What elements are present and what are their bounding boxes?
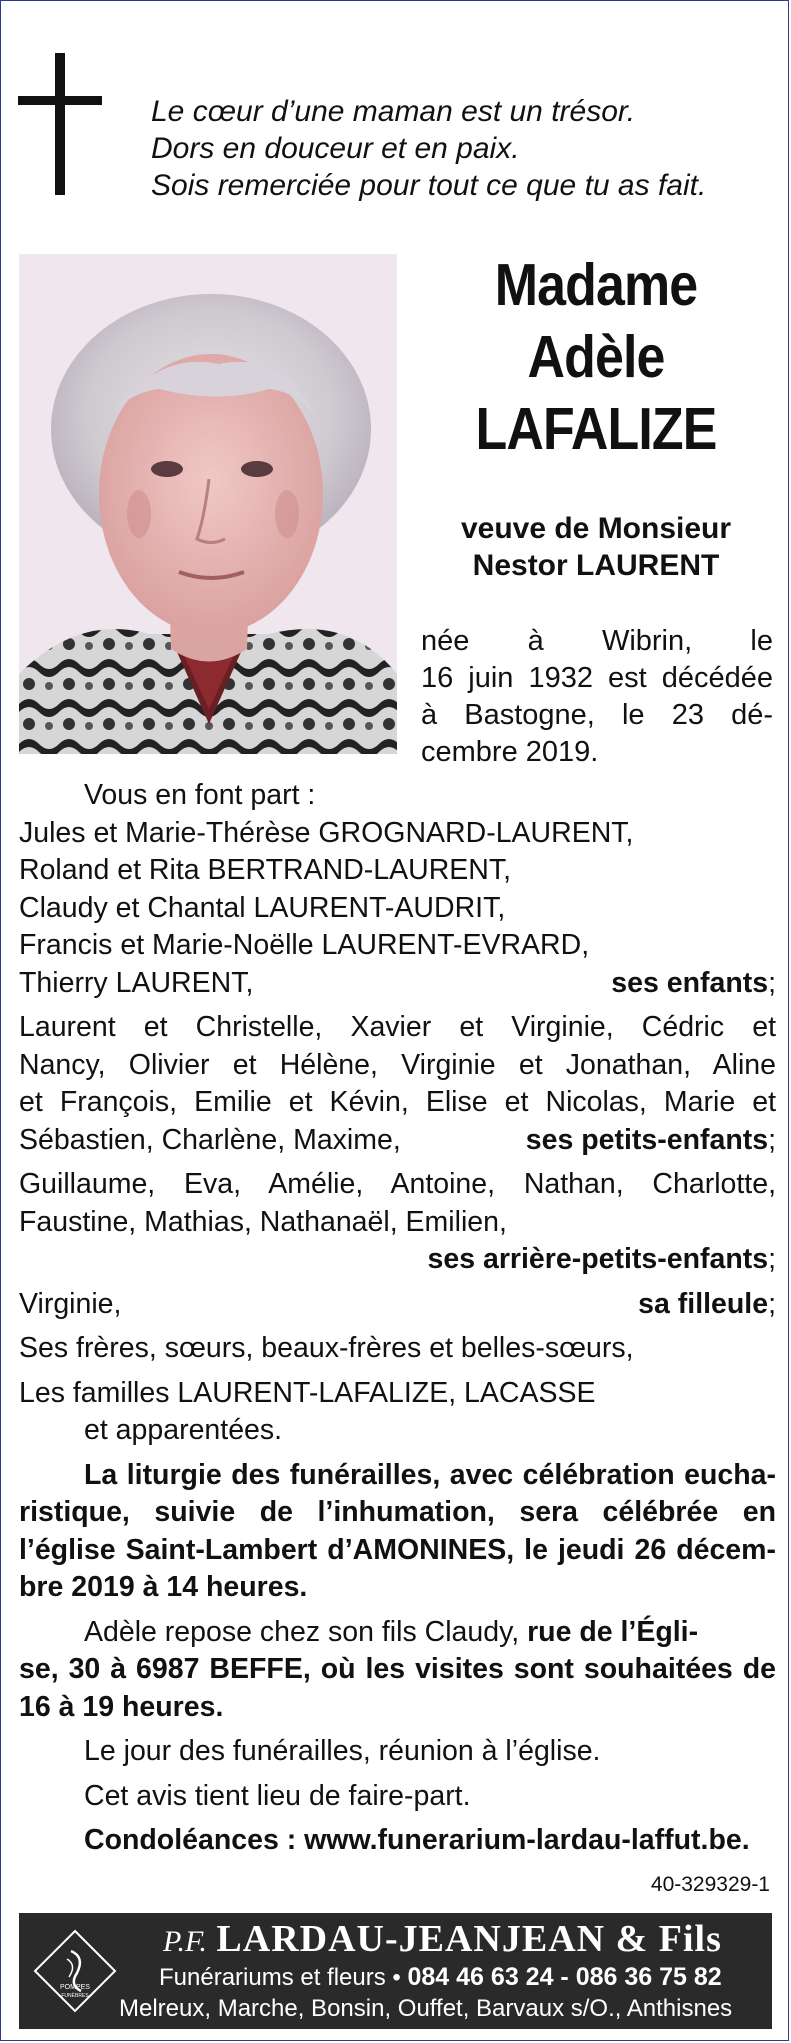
birth-line: née à Wibrin, le bbox=[421, 625, 773, 657]
birth-line: cembre 2019. bbox=[421, 736, 599, 768]
intro-text: Vous en font part : bbox=[84, 779, 316, 811]
punctuation: ; bbox=[768, 1123, 776, 1156]
portrait-photo bbox=[19, 254, 397, 754]
great-grandchild-line: Faustine, Mathias, Nathanaël, Emilien, bbox=[19, 1205, 507, 1238]
services-text: Funérariums et fleurs • bbox=[159, 1964, 401, 1991]
condolences-label: Condoléances : bbox=[84, 1824, 297, 1856]
reference-number: 40-329329-1 bbox=[650, 1873, 770, 1896]
children-role: ses enfants bbox=[611, 966, 769, 999]
great-grandchildren-role: ses arrière-petits-enfants bbox=[427, 1243, 769, 1275]
company-name bbox=[163, 1917, 722, 1961]
grandchildren-role: ses petits-enfants bbox=[525, 1123, 769, 1156]
child-line: Claudy et Chantal LAURENT-AUDRIT, bbox=[19, 891, 506, 924]
poem bbox=[151, 93, 706, 204]
last-name: LAFALIZE bbox=[475, 396, 717, 462]
rest-address: rue de l’Égli- bbox=[527, 1615, 699, 1648]
rest-line: se, 30 à 6987 BEFFE, où les visites sont souhaitées de bbox=[19, 1653, 776, 1685]
widow-line: veuve de Monsieur bbox=[460, 512, 732, 545]
child-line-last bbox=[19, 965, 776, 1003]
pf-abbrev: P.F. bbox=[163, 1925, 207, 1958]
funeral-home-logo bbox=[33, 1929, 117, 2013]
widow-line: Nestor LAURENT bbox=[472, 549, 720, 582]
families-line: Les familles LAURENT-LAFALIZE, LACASSE bbox=[19, 1376, 596, 1409]
great-grandchild-line: Guillaume, Eva, Amélie, Antoine, Nathan, Charlotte, bbox=[19, 1168, 776, 1200]
condolences-line bbox=[19, 1822, 776, 1860]
locations-line: Melreux, Marche, Bonsin, Ouffet, Barvaux s/O., Anthisnes bbox=[119, 1995, 733, 2022]
grandchild-names: Sébastien, Charlène, Maxime, bbox=[19, 1123, 401, 1156]
punctuation: ; bbox=[768, 966, 776, 999]
liturgy-line: ristique, suivie de l’inhumation, sera célébrée en bbox=[19, 1496, 776, 1528]
logo-text-2: FUNÈBRES bbox=[61, 1993, 89, 1999]
cross-icon bbox=[18, 53, 102, 195]
liturgy-line: l’église Saint-Lambert d’AMONINES, le jeudi 26 décem- bbox=[19, 1533, 776, 1566]
punctuation: ; bbox=[768, 1243, 776, 1275]
goddaughter-line bbox=[19, 1286, 776, 1324]
goddaughter-name: Virginie, bbox=[19, 1287, 122, 1320]
birth-line: 16 juin 1932 est décédée bbox=[421, 662, 773, 694]
name-title: Madame bbox=[494, 252, 698, 318]
punctuation: ; bbox=[768, 1287, 776, 1320]
families-line: et apparentées. bbox=[84, 1414, 283, 1446]
grandchild-line: et François, Emilie et Kévin, Elise et Nicolas, Marie et bbox=[19, 1086, 776, 1118]
rest-line: 16 à 19 heures. bbox=[19, 1690, 224, 1723]
goddaughter-role: sa filleule bbox=[638, 1287, 769, 1320]
birth-line: à Bastogne, le 23 dé- bbox=[421, 699, 773, 731]
condolences-website[interactable]: www.funerarium-lardau-laffut.be. bbox=[304, 1824, 750, 1856]
poem-line: Sois remerciée pour tout ce que tu as fait. bbox=[151, 169, 707, 202]
rest-line bbox=[19, 1614, 776, 1652]
child-name: Thierry LAURENT, bbox=[19, 966, 254, 999]
poem-line: Dors en douceur et en paix. bbox=[151, 132, 520, 165]
birth-death-info bbox=[421, 623, 773, 771]
widow-of bbox=[401, 510, 791, 584]
meeting-line: Le jour des funérailles, réunion à l’église. bbox=[84, 1735, 601, 1767]
logo-text-1: POMPES bbox=[60, 1984, 90, 1991]
grandchild-line: Laurent et Christelle, Xavier et Virginie, Cédric et bbox=[19, 1011, 776, 1043]
child-line: Jules et Marie-Thérèse GROGNARD-LAURENT, bbox=[19, 816, 634, 849]
great-grandchildren-role-line bbox=[19, 1241, 776, 1279]
deceased-name bbox=[426, 249, 766, 465]
siblings-line: Ses frères, sœurs, beaux-frères et belles-sœurs, bbox=[19, 1332, 634, 1364]
funeral-home-banner bbox=[19, 1913, 772, 2029]
liturgy-line: La liturgie des funérailles, avec célébration eucha- bbox=[84, 1458, 776, 1491]
first-name: Adèle bbox=[527, 324, 665, 390]
company-title: LARDAU-JEANJEAN & Fils bbox=[216, 1918, 722, 1960]
phone-numbers: 084 46 63 24 - 086 36 75 82 bbox=[407, 1963, 722, 1991]
rest-text: Adèle repose chez son fils Claudy, bbox=[84, 1615, 520, 1648]
child-line: Roland et Rita BERTRAND-LAURENT, bbox=[19, 854, 512, 886]
child-line: Francis et Marie-Noëlle LAURENT-EVRARD, bbox=[19, 929, 590, 961]
grandchild-line-last bbox=[19, 1122, 776, 1160]
notice-body bbox=[19, 777, 776, 1860]
services-line bbox=[159, 1963, 722, 1992]
notice-line: Cet avis tient lieu de faire-part. bbox=[84, 1779, 471, 1812]
grandchild-line: Nancy, Olivier et Hélène, Virginie et Jonathan, Aline bbox=[19, 1048, 776, 1081]
poem-line: Le cœur d’une maman est un trésor. bbox=[151, 95, 636, 128]
liturgy-line: bre 2019 à 14 heures. bbox=[19, 1571, 308, 1603]
